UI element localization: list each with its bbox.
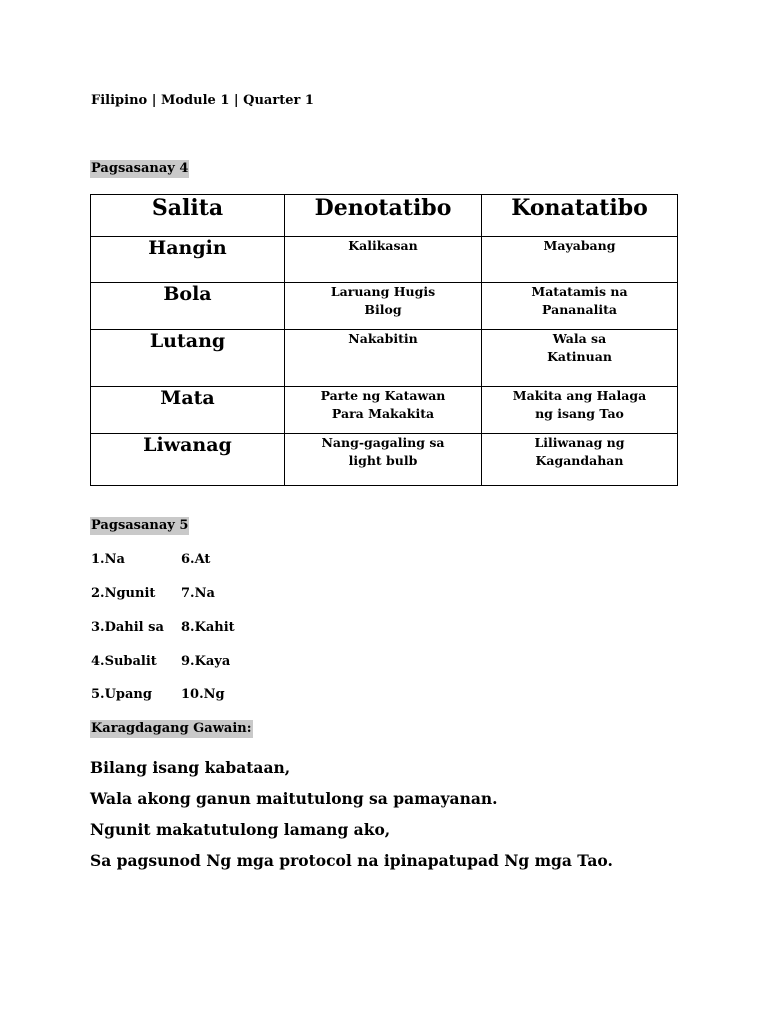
karagdagang-gawain-label: Karagdagang Gawain: (91, 721, 252, 736)
cell-line: Nang-gagaling sa (321, 435, 445, 450)
answer-item: 8.Kahit (181, 620, 235, 635)
answer-item: 5.Upang (91, 687, 152, 702)
poem-line: Sa pagsunod Ng mga protocol na ipinapatupad Ng mga Tao. (90, 851, 613, 870)
cell-line: Liliwanag ng (534, 435, 625, 450)
cell-line: Katinuan (547, 349, 612, 364)
answer-item: 9.Kaya (181, 654, 231, 669)
salita-cell: Lutang (91, 330, 285, 387)
salita-cell: Bola (91, 283, 285, 330)
table-row (91, 283, 678, 330)
cell-line: Laruang Hugis (330, 284, 436, 299)
table-row (91, 434, 678, 486)
cell-line: Mayabang (543, 238, 616, 253)
answer-item: 2.Ngunit (91, 586, 156, 601)
cell-line: light bulb (348, 453, 418, 468)
denotatibo-cell (285, 283, 482, 330)
answer-item: 7.Na (181, 586, 215, 601)
denotatibo-cell (285, 434, 482, 486)
column-header-salita: Salita (91, 195, 285, 237)
denotatibo-cell (285, 330, 482, 387)
cell-line: Nakabitin (348, 331, 418, 346)
answer-item: 10.Ng (181, 687, 225, 702)
answer-item: 3.Dahil sa (91, 620, 164, 635)
answer-item: 4.Subalit (91, 654, 157, 669)
table-row (91, 330, 678, 387)
salita-cell: Mata (91, 387, 285, 434)
column-header-denotatibo: Denotatibo (285, 195, 482, 237)
cell-line: Para Makakita (331, 406, 435, 421)
pagsasanay-5-label: Pagsasanay 5 (91, 518, 189, 533)
poem-line: Ngunit makatutulong lamang ako, (90, 820, 391, 839)
konatatibo-cell (482, 283, 678, 330)
konatatibo-cell (482, 330, 678, 387)
vocabulary-table (90, 194, 678, 486)
table-row (91, 237, 678, 283)
denotatibo-cell (285, 387, 482, 434)
denotatibo-cell (285, 237, 482, 283)
cell-line: Matatamis na (531, 284, 628, 299)
cell-line: ng isang Tao (535, 406, 624, 421)
pagsasanay-4-label: Pagsasanay 4 (91, 161, 189, 176)
cell-line: Pananalita (542, 302, 617, 317)
cell-line: Parte ng Katawan (320, 388, 446, 403)
poem-line: Bilang isang kabataan, (90, 758, 291, 777)
cell-line: Kagandahan (535, 453, 624, 468)
answer-item: 1.Na (91, 552, 125, 567)
answer-item: 6.At (181, 552, 211, 567)
konatatibo-cell (482, 387, 678, 434)
cell-line: Wala sa (552, 331, 607, 346)
cell-line: Makita ang Halaga (512, 388, 647, 403)
column-header-konatatibo: Konatatibo (482, 195, 678, 237)
cell-line: Bilog (364, 302, 402, 317)
salita-cell: Liwanag (91, 434, 285, 486)
cell-line: Kalikasan (348, 238, 418, 253)
konatatibo-cell (482, 237, 678, 283)
table-header-row (91, 195, 678, 237)
poem-line: Wala akong ganun maitutulong sa pamayanan. (90, 789, 498, 808)
table-row (91, 387, 678, 434)
salita-cell: Hangin (91, 237, 285, 283)
document-header: Filipino | Module 1 | Quarter 1 (91, 93, 314, 108)
konatatibo-cell (482, 434, 678, 486)
